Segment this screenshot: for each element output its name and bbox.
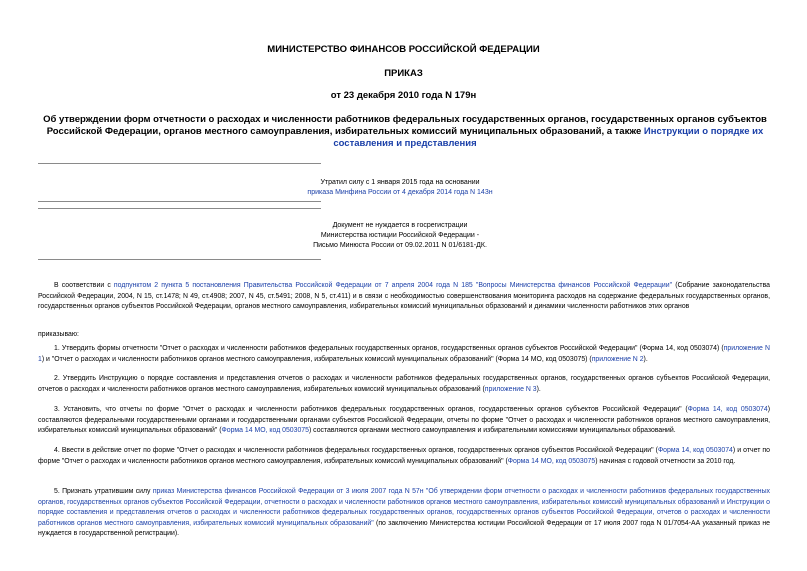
paragraph-2 (38, 374, 770, 395)
instruction-link[interactable]: Инструкции о порядке их составления и представления (333, 126, 764, 149)
preamble-paragraph (38, 281, 770, 313)
registration-line-1: Документ не нуждается в госрегистрации (332, 222, 468, 229)
registration-note (200, 221, 600, 251)
paragraph-text: ) начиная с годовой отчетности за 2010 год. (595, 457, 736, 465)
repeal-note (200, 178, 600, 198)
government-decree-link[interactable]: подпунктом 2 пункта 5 постановления Правительства Российской Федерации от 7 апреля 2004 года N 185 "Вопросы Министерства финансов Российской Федерации" (113, 282, 673, 289)
repeal-text: Утратил силу с 1 января 2015 года на основании (320, 179, 480, 186)
divider-line (38, 208, 321, 209)
paragraph-text: ) и отчет по форме "Отчет о расходах и численности работников органов местного самоуправления, избирательных комиссий муниципальных образований" ( (38, 447, 770, 465)
paragraph-text: 1. Утвердить формы отчетности "Отчет о расходах и численности работников федеральных государственных органов, государственных органов субъектов Российской Федерации" (Форма 14, код 0503074) ( (54, 345, 724, 352)
paragraph-3 (38, 405, 770, 437)
paragraph-5 (38, 487, 770, 540)
appendix-3-link[interactable]: приложение N 3 (484, 385, 537, 393)
paragraph-text: ) составляются федеральными государственными органами и государственными органами субъектов Российской Федерации, отчеты по форме "Отчет о расходах и численности работников органов местного самоуправления, избирательных комиссий муниципальных образований" ( (38, 406, 770, 434)
paragraph-4 (38, 446, 770, 467)
document-date-number: от 23 декабря 2010 года N 179н (330, 90, 477, 101)
divider-line (38, 163, 321, 164)
paragraph-text: (по заключению Министерства юстиции Российской Федерации от 17 июля 2007 года N 01/7054-АА указанный приказ не нуждается в государственной регистрации). (38, 519, 770, 537)
order-word: приказываю: (38, 331, 79, 338)
ministry-heading: МИНИСТЕРСТВО ФИНАНСОВ РОССИЙСКОЙ ФЕДЕРАЦИИ (267, 44, 540, 55)
document-type: ПРИКАЗ (384, 68, 423, 79)
registration-line-3: Письмо Минюста России от 09.02.2011 N 01/6181-ДК. (313, 242, 487, 249)
appendix-1-link[interactable]: приложение N 1 (38, 345, 770, 363)
registration-line-2: Министерства юстиции Российской Федерации - (320, 232, 480, 239)
form-14-link[interactable]: Форма 14, код 0503074 (657, 447, 733, 454)
paragraph-text: 4. Ввести в действие отчет по форме "Отчет о расходах и численности работников федеральных государственных органов, государственных органов субъектов Российской Федерации" ( (54, 447, 658, 454)
preamble-text: В соответствии с (54, 282, 114, 289)
divider-line (38, 259, 321, 260)
paragraph-text: 5. Признать утратившим силу (54, 488, 153, 495)
appendix-2-link[interactable]: приложение N 2 (591, 355, 644, 363)
divider-line (38, 201, 321, 202)
paragraph-text: ). (643, 355, 648, 363)
paragraph-text: 2. Утвердить Инструкцию о порядке составления и представления отчетов о расходах и численности работников федеральных государственных органов, государственных органов субъектов Российской Федерации, отчетов о расходах и численности работников органов местного самоуправления, избирательных комиссий муниципальных образований ( (38, 375, 770, 393)
form-14-mo-link[interactable]: Форма 14 МО, код 0503075 (507, 457, 596, 465)
repeal-order-link[interactable]: приказа Минфина России от 4 декабря 2014 года N 143н (307, 189, 493, 196)
document-title (40, 114, 770, 150)
paragraph-text: ). (536, 385, 541, 393)
repealed-order-link[interactable]: приказ Министерства финансов Российской Федерации от 3 июля 2007 года N 57н "Об утверждении форм отчетности о расходах и численности работников федеральных государственных органов, государственных органов субъектов Российской Федерации, отчетности о расходах и численности работников органов местного самоуправления, избирательных комиссий муниципальных образований и Инструкции о порядке составления и представления отчетов о расходах и численности работников федеральных государственных органов, государственных органов субъектов Российской Федерации, отчетов о расходах и численности работников органов местного самоуправления, избирательных комиссий муниципальных образований" (38, 488, 770, 527)
form-14-link[interactable]: Форма 14, код 0503074 (687, 406, 768, 413)
paragraph-text: 3. Установить, что отчеты по форме "Отчет о расходах и численности работников федеральных государственных органов, государственных органов субъектов Российской Федерации" ( (54, 406, 688, 413)
form-14-mo-link[interactable]: Форма 14 МО, код 0503075 (221, 427, 309, 434)
paragraph-text: ) и "Отчет о расходах и численности работников органов местного самоуправления, избирательных комиссий муниципальных образований" (Форма 14 МО, код 0503075) ( (41, 355, 592, 363)
preamble-text: (Собрание законодательства Российской Федерации, 2004, N 15, ст.1478; N 49, ст.4908; 2007, N 45, ст.5491; 2008, N 5, ст.411) и в связи с необходимостью совершенствования мониторинга расходов на содержание федеральных государственных органов, государственных органов субъектов Российской Федерации, органов местного самоуправления, избирательных комиссий муниципальных образований и динамики численности работников этих органов (38, 282, 770, 310)
paragraph-text: ) составляются органами местного самоуправления и избирательными комиссиями муниципальных образований. (308, 427, 676, 434)
paragraph-1 (38, 344, 770, 365)
title-text: Об утверждении форм отчетности о расходах и численности работников федеральных государственных органов, государственных органов субъектов Российской Федерации, органов местного самоуправления, избирательных комиссий муниципальных образований, а также (43, 114, 767, 137)
